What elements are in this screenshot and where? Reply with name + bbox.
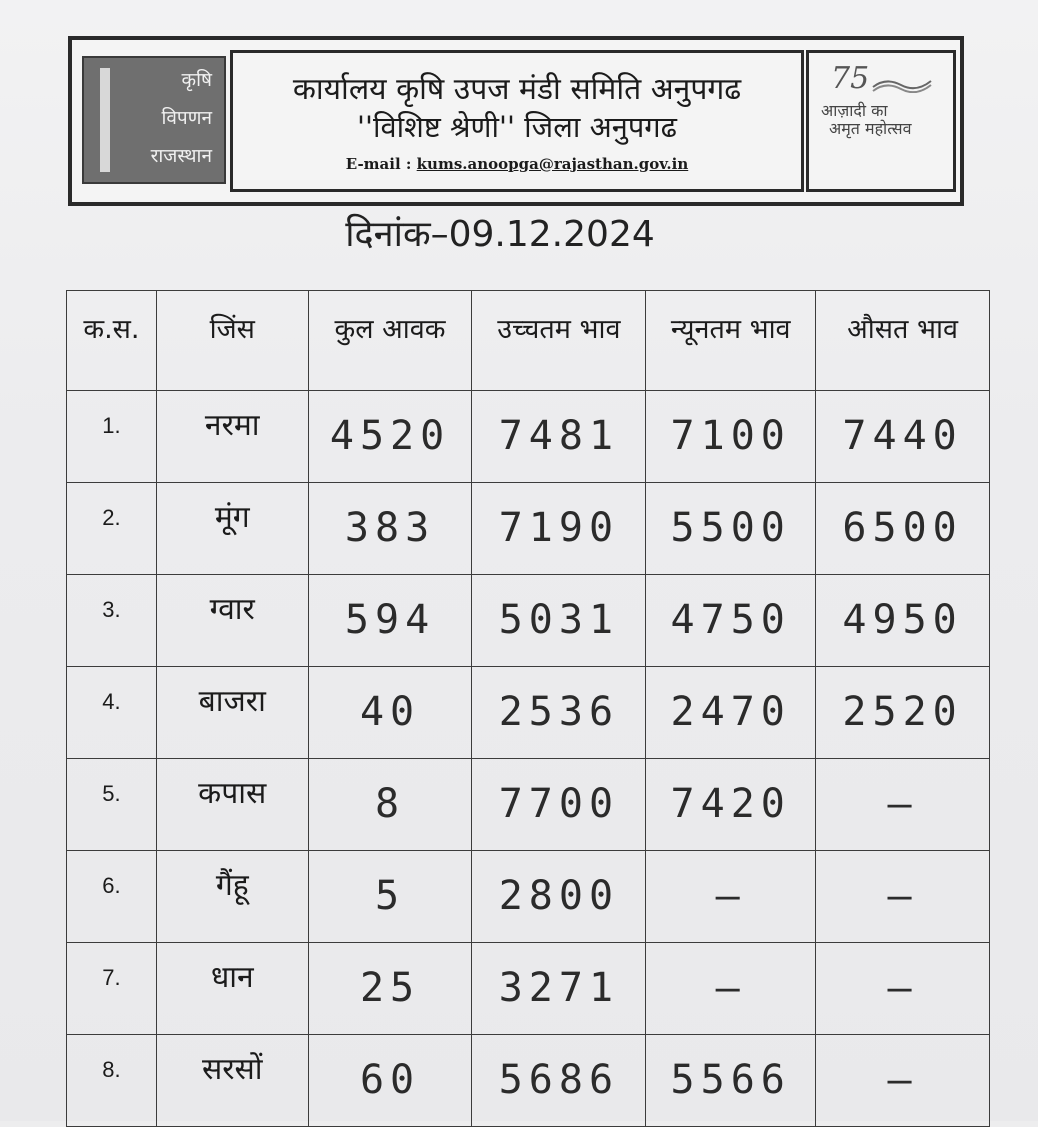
serial-cell: 6.	[67, 851, 157, 943]
arrival-cell: 60	[308, 1035, 472, 1127]
commodity-cell: धान	[156, 943, 308, 1035]
commodity-cell: नरमा	[156, 391, 308, 483]
avg-price-cell: 2520	[816, 667, 990, 759]
email-label: E-mail :	[345, 155, 412, 173]
commodity-cell: ग्वार	[156, 575, 308, 667]
mandi-rates-table	[66, 290, 990, 1127]
commodity-cell: बाजरा	[156, 667, 308, 759]
header-avg-price: औसत भाव	[816, 291, 990, 391]
serial-cell: 1.	[67, 391, 157, 483]
logo-stripe	[100, 68, 110, 172]
arrival-cell: 40	[308, 667, 472, 759]
avg-price-cell: 7440	[816, 391, 990, 483]
table-row	[67, 851, 990, 943]
table-row	[67, 1035, 990, 1127]
min-price-cell: 5500	[646, 483, 816, 575]
serial-cell: 2.	[67, 483, 157, 575]
arrival-cell: 25	[308, 943, 472, 1035]
min-price-cell: 7420	[646, 759, 816, 851]
commodity-cell: गैंहू	[156, 851, 308, 943]
max-price-cell: 5031	[472, 575, 646, 667]
email-address: kums.anoopga@rajasthan.gov.in	[416, 155, 689, 173]
table-row	[67, 667, 990, 759]
min-price-cell: —	[646, 943, 816, 1035]
email-line	[233, 155, 801, 173]
header-serial: क.स.	[67, 291, 157, 391]
max-price-cell: 7481	[472, 391, 646, 483]
logo-text-2: अमृत महोत्सव	[829, 119, 912, 138]
header-max-price: उच्चतम भाव	[472, 291, 646, 391]
arrival-cell: 4520	[308, 391, 472, 483]
date-heading: दिनांक–09.12.2024	[345, 214, 655, 255]
serial-cell: 3.	[67, 575, 157, 667]
flag-wave-icon	[871, 75, 933, 93]
serial-cell: 8.	[67, 1035, 157, 1127]
max-price-cell: 5686	[472, 1035, 646, 1127]
serial-cell: 4.	[67, 667, 157, 759]
avg-price-cell: —	[816, 851, 990, 943]
min-price-cell: 4750	[646, 575, 816, 667]
table-row	[67, 483, 990, 575]
arrival-cell: 383	[308, 483, 472, 575]
header-commodity: जिंस	[156, 291, 308, 391]
arrival-cell: 5	[308, 851, 472, 943]
min-price-cell: —	[646, 851, 816, 943]
logo-line-2: विपणन	[161, 107, 212, 129]
avg-price-cell: 6500	[816, 483, 990, 575]
max-price-cell: 7190	[472, 483, 646, 575]
avg-price-cell: 4950	[816, 575, 990, 667]
serial-cell: 5.	[67, 759, 157, 851]
min-price-cell: 7100	[646, 391, 816, 483]
serial-cell: 7.	[67, 943, 157, 1035]
logo-text-1: आज़ादी का	[821, 101, 888, 120]
table-header-row	[67, 291, 990, 391]
office-title: कार्यालय कृषि उपज मंडी समिति अनुपगढ	[292, 72, 742, 107]
logo-line-1: कृषि	[181, 69, 212, 91]
avg-price-cell: —	[816, 759, 990, 851]
header-min-price: न्यूनतम भाव	[646, 291, 816, 391]
commodity-cell: सरसों	[156, 1035, 308, 1127]
avg-price-cell: —	[816, 1035, 990, 1127]
header-total-arrival: कुल आवक	[308, 291, 472, 391]
commodity-cell: कपास	[156, 759, 308, 851]
table-row	[67, 391, 990, 483]
max-price-cell: 3271	[472, 943, 646, 1035]
azadi-ka-amrit-mahotsav-logo	[806, 50, 956, 192]
krishi-vipnan-logo	[82, 56, 226, 184]
commodity-cell: मूंग	[156, 483, 308, 575]
min-price-cell: 5566	[646, 1035, 816, 1127]
table-row	[67, 759, 990, 851]
arrival-cell: 8	[308, 759, 472, 851]
max-price-cell: 2536	[472, 667, 646, 759]
min-price-cell: 2470	[646, 667, 816, 759]
letterhead-center	[230, 50, 804, 192]
arrival-cell: 594	[308, 575, 472, 667]
office-subtitle: ''विशिष्ट श्रेणी'' जिला अनुपगढ	[357, 110, 677, 144]
max-price-cell: 7700	[472, 759, 646, 851]
max-price-cell: 2800	[472, 851, 646, 943]
table-row	[67, 575, 990, 667]
letterhead	[68, 36, 964, 206]
table-row	[67, 943, 990, 1035]
logo-line-3: राजस्थान	[150, 145, 212, 167]
avg-price-cell: —	[816, 943, 990, 1035]
logo-number: 75	[831, 61, 870, 96]
